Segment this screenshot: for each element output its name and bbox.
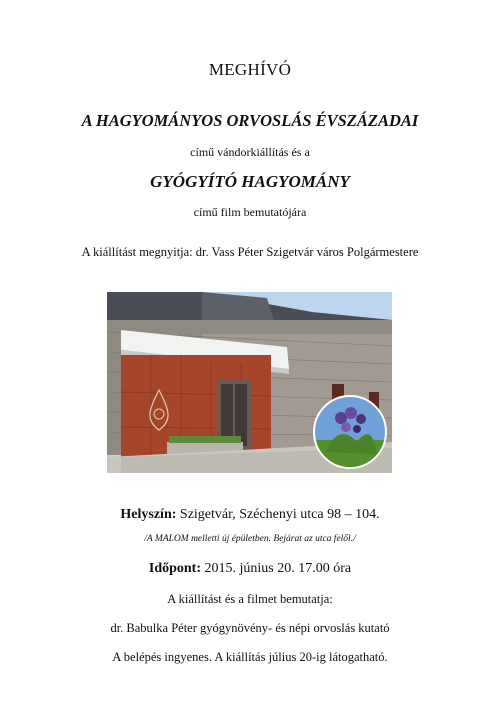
invitation-heading: MEGHÍVÓ — [208, 60, 292, 79]
date-value: 2015. június 20. 17.00 óra — [204, 561, 352, 576]
film-title: GYÓGYÍTÓ HAGYOMÁNY — [150, 172, 350, 191]
date-line — [0, 561, 500, 577]
date-label: Időpont: — [148, 561, 202, 576]
exhibition-title: A HAGYOMÁNYOS ORVOSLÁS ÉVSZÁZADAI — [81, 111, 419, 130]
opening-speaker: A kiállítást megnyitja: dr. Vass Péter Szigetvár város Polgármestere — [81, 245, 419, 259]
building-photo — [107, 292, 392, 473]
closing-note: A belépés ingyenes. A kiállítás július 20-ig látogatható. — [112, 650, 388, 664]
exhibition-subtitle: című vándorkiállítás és a — [190, 145, 310, 159]
location-note: /A MALOM melletti új épületben. Bejárat az utca felől./ — [144, 534, 356, 544]
location-line — [0, 507, 500, 523]
location-value: Szigetvár, Széchenyi utca 98 – 104. — [179, 507, 380, 522]
film-subtitle: című film bemutatójára — [193, 205, 307, 219]
location-label: Helyszín: — [120, 507, 177, 522]
presenter: dr. Babulka Péter gyógynövény- és népi orvoslás kutató — [110, 621, 390, 635]
presenter-intro: A kiállítást és a filmet bemutatja: — [167, 592, 333, 606]
